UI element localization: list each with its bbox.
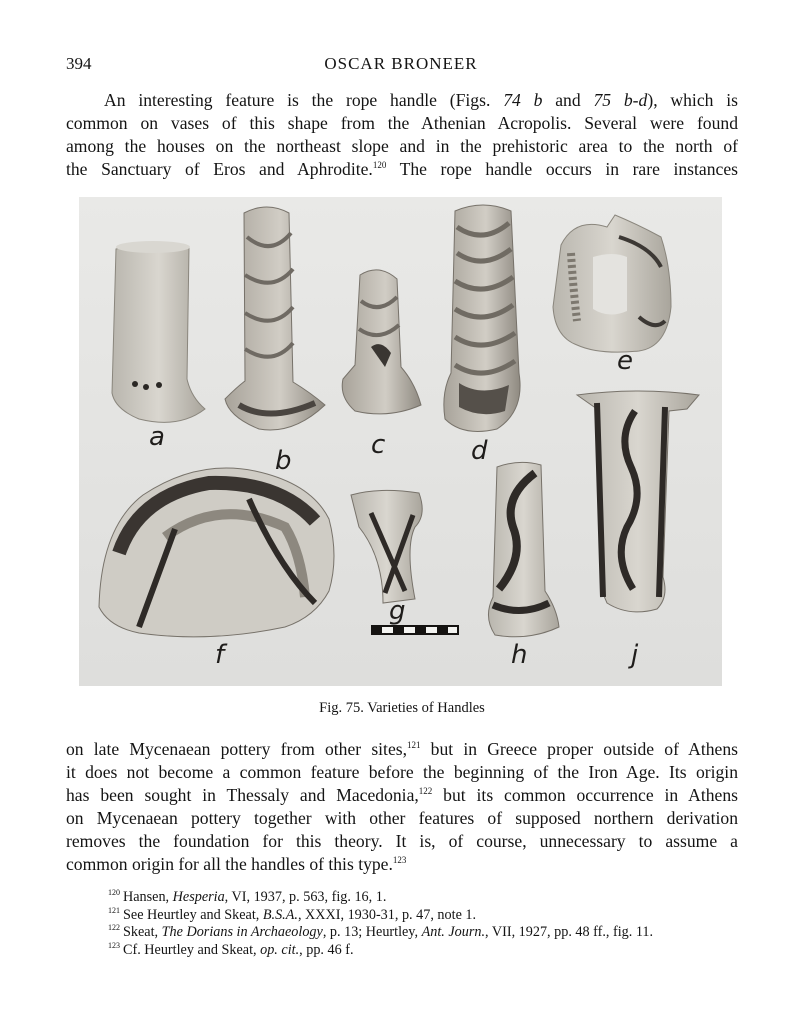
label-b: b [275, 446, 292, 476]
label-e: e [617, 346, 633, 376]
figure-caption: Fig. 75. Varieties of Handles [319, 700, 485, 716]
text-line: An interesting feature is the rope handle (Figs. 74 b and 75 b-d), which is [104, 90, 738, 110]
text-line: it does not become a common feature before the beginning of the Iron Age. Its origin [66, 762, 738, 782]
footnote: $^{122}$ Skeat, The Dorians in Archaeology, p. 13; Heurtley, Ant. Journ., VII, 1927, pp. 48 ff., fig. 11. [108, 923, 654, 940]
paragraph-2 [66, 738, 738, 876]
text-line: has been sought in Thessaly and Macedonia,$^{122}$ but its common occurrence in Athens [66, 785, 738, 805]
text-line: the Sanctuary of Eros and Aphrodite.$^{120}$ The rope handle occurs in rare instances [66, 159, 738, 179]
label-f: f [215, 640, 225, 670]
figure-photograph [79, 197, 722, 686]
page-number: 394 [66, 54, 92, 73]
footnote: $^{121}$ See Heurtley and Skeat, B.S.A., XXXI, 1930-31, p. 47, note 1. [108, 905, 477, 923]
text-line: common on vases of this shape from the Athenian Acropolis. Several were found [66, 113, 738, 133]
footnote-ref[interactable]: 122 [418, 786, 433, 796]
handle-d-shape [444, 205, 520, 431]
text-line: common origin for all the handles of this type.$^{123}$ [66, 854, 407, 874]
label-g: g [389, 596, 406, 626]
footnote-ref[interactable]: 121 [407, 740, 421, 750]
label-d: d [471, 436, 488, 466]
handle-e-shape [553, 215, 671, 352]
scale-bar [371, 625, 459, 635]
text-line: on late Mycenaean pottery from other sites,$^{121}$ but in Greece proper outside of Athens [66, 739, 738, 759]
label-h: h [511, 640, 528, 670]
running-head: OSCAR BRONEER [324, 54, 478, 73]
footnote: $^{123}$ Cf. Heurtley and Skeat, op. cit., pp. 46 f. [108, 940, 354, 958]
footnotes [108, 889, 653, 959]
label-a: a [149, 422, 165, 452]
text-line: among the houses on the northeast slope and in the prehistoric area to the north of [66, 136, 738, 156]
footnote-ref[interactable]: 120 [372, 160, 387, 170]
label-c: c [371, 430, 386, 460]
label-j: j [631, 640, 639, 670]
footnote-ref[interactable]: 123 [392, 855, 407, 865]
text-line: removes the foundation for this theory. It is, of course, unnecessary to assume a [66, 831, 738, 851]
paragraph-1 [66, 89, 738, 181]
footnote: $^{120}$ Hansen, Hesperia, VI, 1937, p. 563, fig. 16, 1. [108, 888, 387, 905]
page-header [66, 54, 736, 78]
text-line: on Mycenaean pottery together with other features of supposed northern derivation [66, 808, 738, 828]
